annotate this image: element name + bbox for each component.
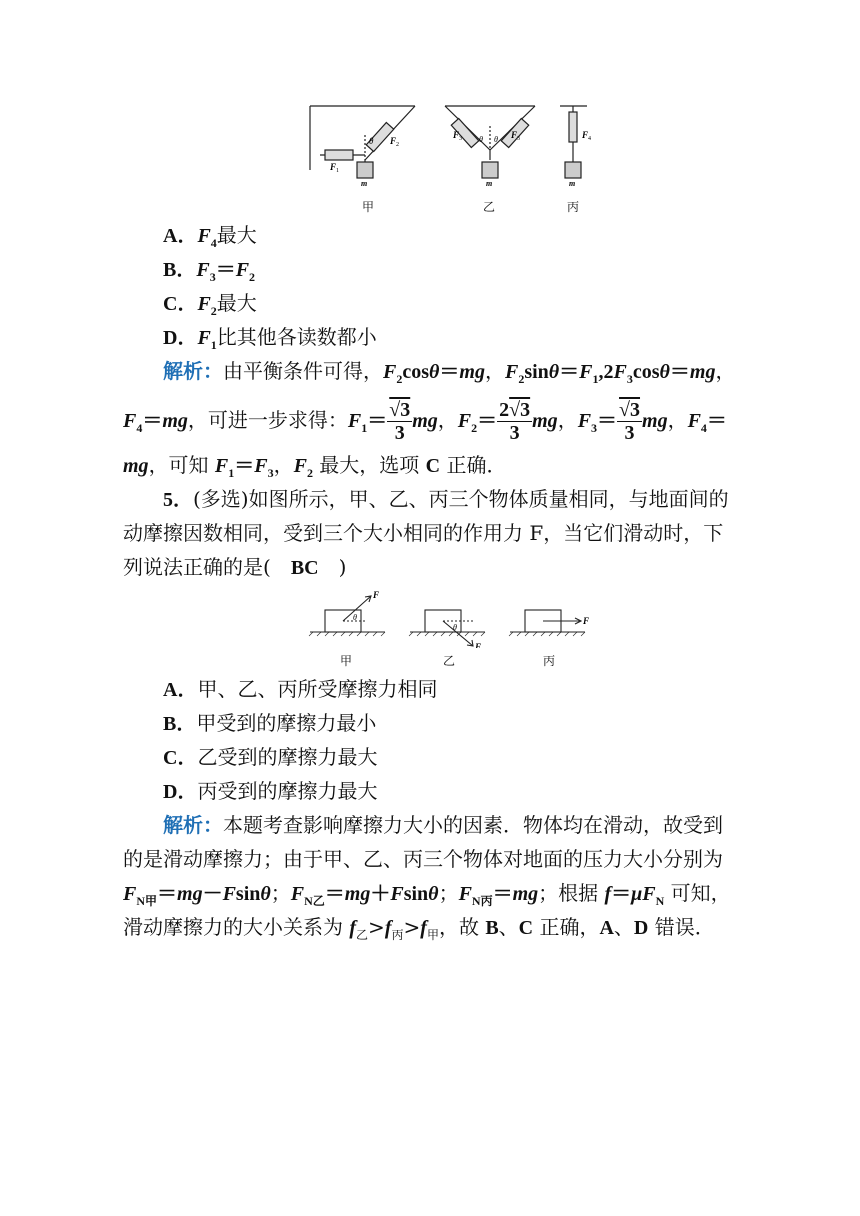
q5-caption-yi: 乙 [443, 654, 456, 668]
q4-option-d: D．$F_1$比其他各读数都小 [163, 325, 377, 352]
q5-analysis-line1: 解析：本题考查影响摩擦力大小的因素．物体均在滑动，故受到 [163, 813, 723, 837]
svg-text:θ: θ [494, 135, 498, 144]
svg-text:3: 3 [459, 136, 462, 142]
spring-scales-diagram [305, 100, 595, 218]
svg-text:F: F [373, 590, 380, 600]
q4-option-a: A．$F_4$最大 [163, 223, 257, 250]
friction-blocks-diagram [305, 588, 605, 648]
q5-stem-line2: 动摩擦因数相同，受到三个大小相同的作用力 F，当它们滑动时，下 [123, 521, 724, 545]
svg-text:F: F [583, 616, 590, 626]
q5-stem-line3: 列说法正确的是( BC ) [123, 555, 347, 579]
svg-text:4: 4 [588, 136, 591, 142]
q5-analysis-line4: 滑动摩擦力的大小关系为 $f_乙>f_丙>f_甲$，故 B、C 正确，A、D 错误． [123, 915, 715, 942]
figure-spring-scales [305, 100, 595, 218]
svg-text:F: F [511, 130, 518, 140]
caption-bing: 丙 [567, 200, 580, 214]
setup-bing [560, 106, 587, 178]
svg-text:F: F [390, 136, 397, 146]
q5-analysis-line2: 的是滑动摩擦力；由于甲、乙、丙三个物体对地面的压力大小分别为 [123, 847, 723, 871]
svg-text:2: 2 [396, 142, 399, 148]
svg-text:3: 3 [517, 136, 520, 142]
svg-text:F: F [582, 130, 589, 140]
q5-option-d: D．丙受到的摩擦力最大 [163, 779, 378, 803]
svg-text:θ: θ [369, 136, 374, 146]
q4-analysis-line3: mg，可知 $F_1=F_3$，$F_2$ 最大，选项 C 正确． [123, 453, 507, 480]
figure-friction-blocks [305, 588, 605, 670]
svg-text:θ: θ [353, 613, 357, 622]
svg-text:m: m [569, 179, 576, 188]
svg-text:F: F [475, 642, 482, 648]
svg-text:m: m [361, 179, 368, 188]
svg-text:θ: θ [479, 135, 483, 144]
analysis-label: 解析： [163, 359, 223, 383]
q4-analysis-line2: $F_4=mg$，可进一步求得：$F_1=$ $\frac{√3}{3}$ mg，$F_2=$ $\frac{2√3}{3}$ mg，$F_3=$ $\frac{√3}{3}$ mg，$F_4=$ [123, 399, 727, 444]
q5-stem-line1: 5．(多选)如图所示，甲、乙、丙三个物体质量相同，与地面间的 [163, 487, 729, 511]
svg-text:m: m [486, 179, 493, 188]
q4-analysis-line1: 解析：由平衡条件可得，$F_2\cos\theta=mg$，$F_2\sin\theta=F_1,2F_3\cos\theta=mg$， [163, 359, 736, 386]
svg-text:F: F [330, 162, 337, 172]
setup-jia [310, 106, 415, 178]
q5-caption-jia: 甲 [340, 654, 353, 668]
caption-jia: 甲 [362, 200, 375, 214]
setup-yi [445, 106, 535, 178]
svg-text:F: F [453, 130, 460, 140]
q5-caption-bing: 丙 [543, 654, 556, 668]
svg-text:1: 1 [336, 168, 339, 174]
q4-option-b: B．$F_3=F_2$ [163, 259, 256, 284]
svg-text:θ: θ [453, 623, 457, 632]
caption-yi: 乙 [483, 200, 496, 214]
q5-option-c: C．乙受到的摩擦力最大 [163, 745, 378, 769]
q5-analysis-label: 解析： [163, 813, 223, 837]
q5-answer: BC [290, 557, 319, 579]
q5-option-a: A．甲、乙、丙所受摩擦力相同 [163, 677, 438, 701]
q5-option-b: B．甲受到的摩擦力最小 [163, 711, 377, 735]
q5-analysis-line3: $F_{N甲}=mg-Fsin\theta$；$F_{N乙}=mg+Fsin\theta$；$F_{N丙}=mg$；根据 $f=\mu F_N$ 可知， [123, 881, 731, 908]
q4-option-c: C．$F_2$最大 [163, 291, 257, 318]
